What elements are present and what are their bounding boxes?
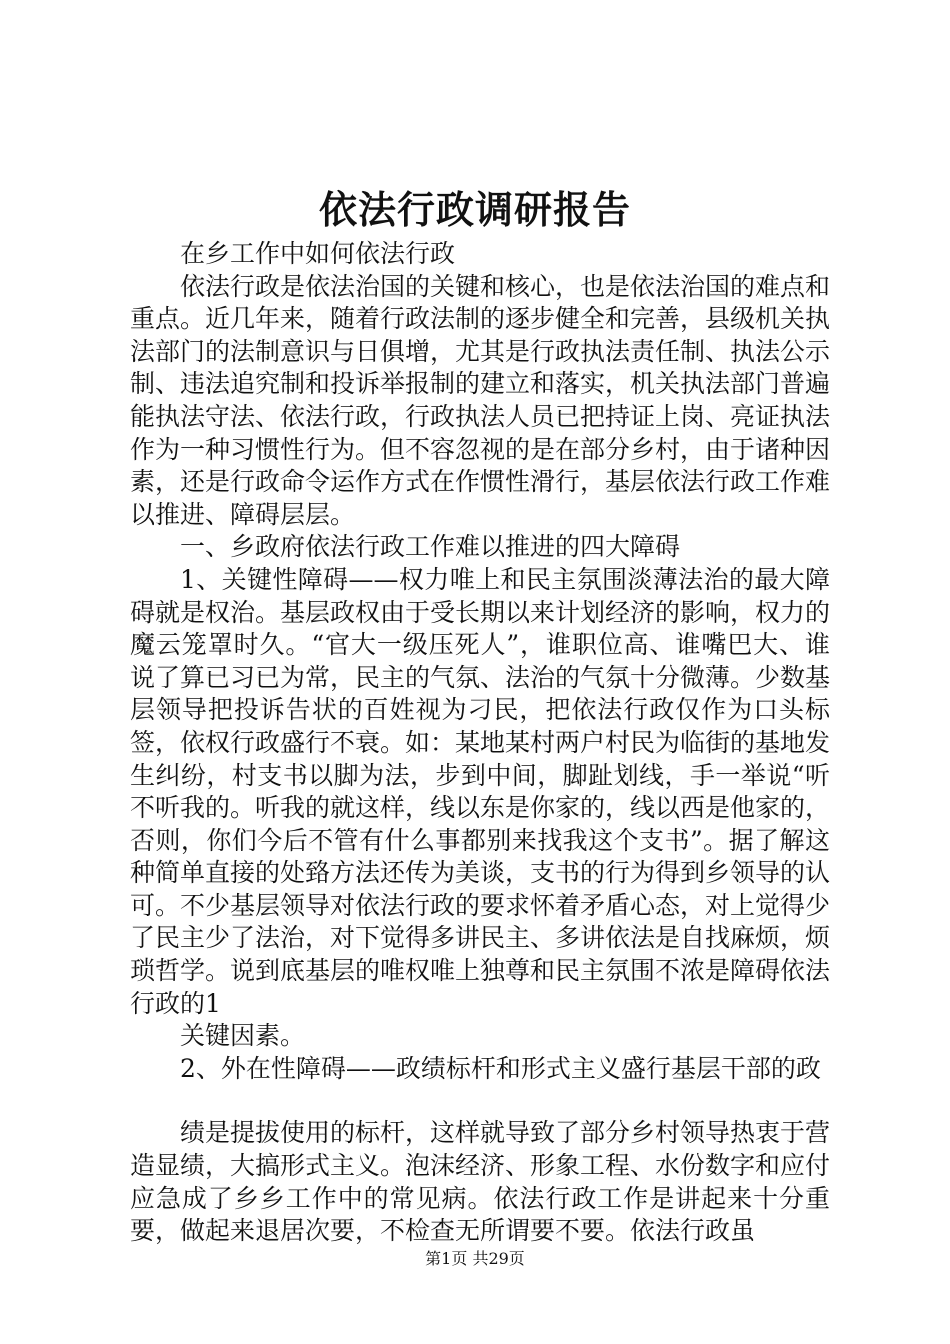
document-body (130, 238, 830, 1248)
section-heading: 一、乡政府依法行政工作难以推进的四大障碍 (180, 532, 681, 562)
paragraph-obstacle-1: 1、关键性障碍——权力唯上和民主氛围淡薄法治的最大障碍就是权治。基层政权由于受长期以来计划经济的影响，权力的魔云笼罩时久。“官大一级压死人”，谁职位高、谁嘴巴大、谁说了算已习已为常，民主的气氛、法治的气氛十分微薄。少数基层领导把投诉告状的百姓视为刁民，把依法行政仅作为口头标签，依权行政盛行不衰。如：某地某村两户村民为临街的基地发生纠纷，村支书以脚为法，步到中间，脚趾划线，手一举说“听不听我的。听我的就这样，线以东是你家的，线以西是他家的，否则，你们今后不管有什么事都别来找我这个支书”。据了解这种简单直接的处臵方法还传为美谈，支书的行为得到乡领导的认可。不少基层领导对依法行政的要求怀着矛盾心态，对上觉得少了民主少了法治，对下觉得多讲民主、多讲依法是自找麻烦，烦琐哲学。说到底基层的唯权唯上独尊和民主氛围不浓是障碍依法行政的1 (130, 564, 831, 1018)
paragraph-intro: 依法行政是依法治国的关键和核心，也是依法治国的难点和重点。近几年来，随着行政法制的逐步健全和完善，县级机关执法部门的法制意识与日俱增，尤其是行政执法责任制、执法公示制、违法追究制和投诉举报制的建立和落实，机关执法部门普遍能执法守法、依法行政，行政执法人员已把持证上岗、亮证执法作为一种习惯性行为。但不容忽视的是在部分乡村，由于诸种因素，还是行政命令运作方式在作惯性滑行，基层依法行政工作难以推进、障碍层层。 (130, 271, 831, 529)
section-subtitle: 在乡工作中如何依法行政 (180, 239, 456, 268)
page-footer: 第1页 共29页 (425, 1249, 525, 1268)
paragraph-obstacle-2: 绩是提拔使用的标杆，这样就导致了部分乡村领导热衷于营造显绩，大搞形式主义。泡沫经济、形象工程、水份数字和应付应急成了乡乡工作中的常见病。依法行政工作是讲起来十分重要，做起来退居次要，不检查无所谓要不要。依法行政虽 (130, 1118, 831, 1246)
paragraph-continuation: 关键因素。 (180, 1021, 306, 1051)
paragraph-obstacle-2-heading: 2、外在性障碍——政绩标杆和形式主义盛行基层干部的政 (180, 1053, 821, 1083)
document-title: 依法行政调研报告 (318, 187, 631, 232)
